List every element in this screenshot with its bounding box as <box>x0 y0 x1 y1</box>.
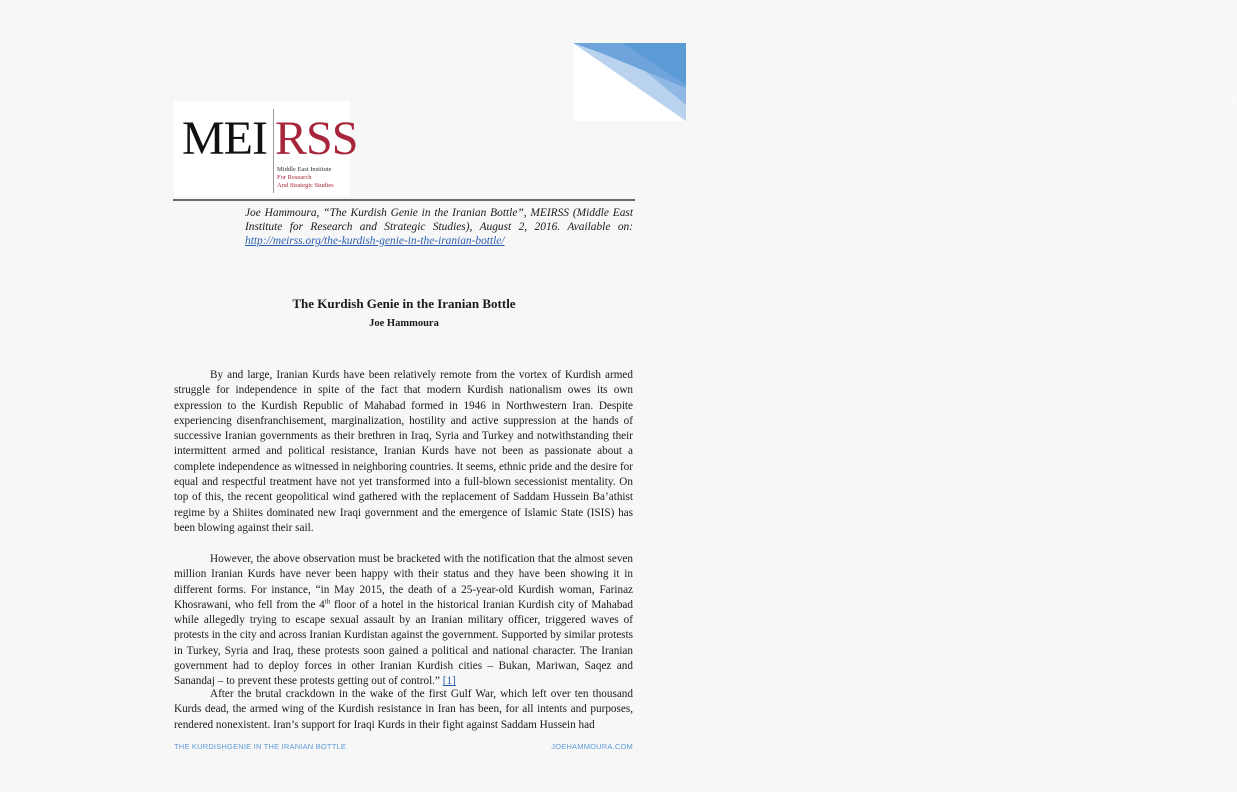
page-number: 1 <box>1231 95 1237 106</box>
logo-mark-rss: RSS <box>275 112 358 165</box>
citation-block <box>245 206 633 248</box>
footer-website: JOEHAMMOURA.COM <box>551 742 633 751</box>
citation-text: Joe Hammoura, “The Kurdish Genie in the Iranian Bottle”, MEIRSS (Middle East Institute for Research and Strategic Studies), August 2, 2016. Available on: <box>245 207 633 233</box>
logo-mark-mei: MEI <box>182 112 267 165</box>
paragraph-1: By and large, Iranian Kurds have been relatively remote from the vortex of Kurdish armed struggle for independence in spite of the fact that modern Kurdish nationalism owes its own expression to the Kurdish Republic of Mahabad formed in 1946 in Northwestern Iran. Despite experiencing disenfranchisement, marginalization, hostility and active suppression at the hands of successive Iranian governments as their brethren in Iraq, Syria and Turkey and notwithstanding their intermittent armed and political resistance, Iranian Kurds have not been as passionate about a complete independence as witnessed in neighboring countries. It seems, ethnic pride and the desire for equal and respectful treatment have not yet transformed into a full-blown secessionist mentality. On top of this, the recent geopolitical wind gathered with the replacement of Saddam Hussein Ba’athist regime by a Shiites dominated new Iraqi government and the emergence of Islamic State (ISIS) has been blowing against their sail. <box>174 369 633 534</box>
logo-subtitle-line3: And Strategic Studies <box>277 182 334 189</box>
logo-divider <box>273 109 274 193</box>
article-title: The Kurdish Genie in the Iranian Bottle <box>292 296 516 311</box>
logo-subtitle-line2: For Research <box>277 174 312 181</box>
paragraph-3: After the brutal crackdown in the wake of the first Gulf War, which left over ten thousand Kurds dead, the armed wing of the Kurdish resistance in Iran has been, for all intents and purposes, rendered nonexistent. Iran’s support for Iraqi Kurds in their fight against Saddam Hussein had <box>174 688 633 731</box>
logo-subtitle-line1: Middle East Institute <box>277 166 332 173</box>
header-divider <box>173 199 635 201</box>
paragraph-2-text-b: floor of a hotel in the historical Iranian Kurdish city of Mahabad while allegedly trying to escape sexual assault by an Iranian military officer, triggered waves of protests in the city and across Iranian Kurdistan against the government. Supported by similar protests in Turkey, Syria and Iraq, these protests soon gained a political and national character. The Iranian government had to deploy forces in other Iranian Kurdish cities – Bukan, Mariwan, Saqez and Sanandaj – to prevent these protests getting out of control.” <box>174 598 633 688</box>
ordinal-superscript: th <box>324 597 331 606</box>
meirss-logo <box>174 101 358 197</box>
citation-link[interactable]: http://meirss.org/the-kurdish-genie-in-the-iranian-bottle/ <box>245 235 505 247</box>
logo-subtitle <box>277 166 334 190</box>
footnote-link-1[interactable]: [1] <box>442 675 456 688</box>
page-corner-graphic <box>573 43 1237 121</box>
corner-triangles-icon <box>573 43 686 121</box>
footer-title: THE KURDISHGENIE IN THE IRANIAN BOTTLE <box>174 742 347 751</box>
paragraph-2-text-a: However, the above observation must be bracketed with the notification that the almost seven million Iranian Kurds have never been happy with their status and they have been showing it in different forms. For instance, “in May 2015, the death of a 25-year-old Kurdish woman, Farinaz Khosrawani, who fell from the 4 <box>174 553 633 611</box>
article-author: Joe Hammoura <box>369 318 439 329</box>
paragraph-2 <box>174 552 633 690</box>
